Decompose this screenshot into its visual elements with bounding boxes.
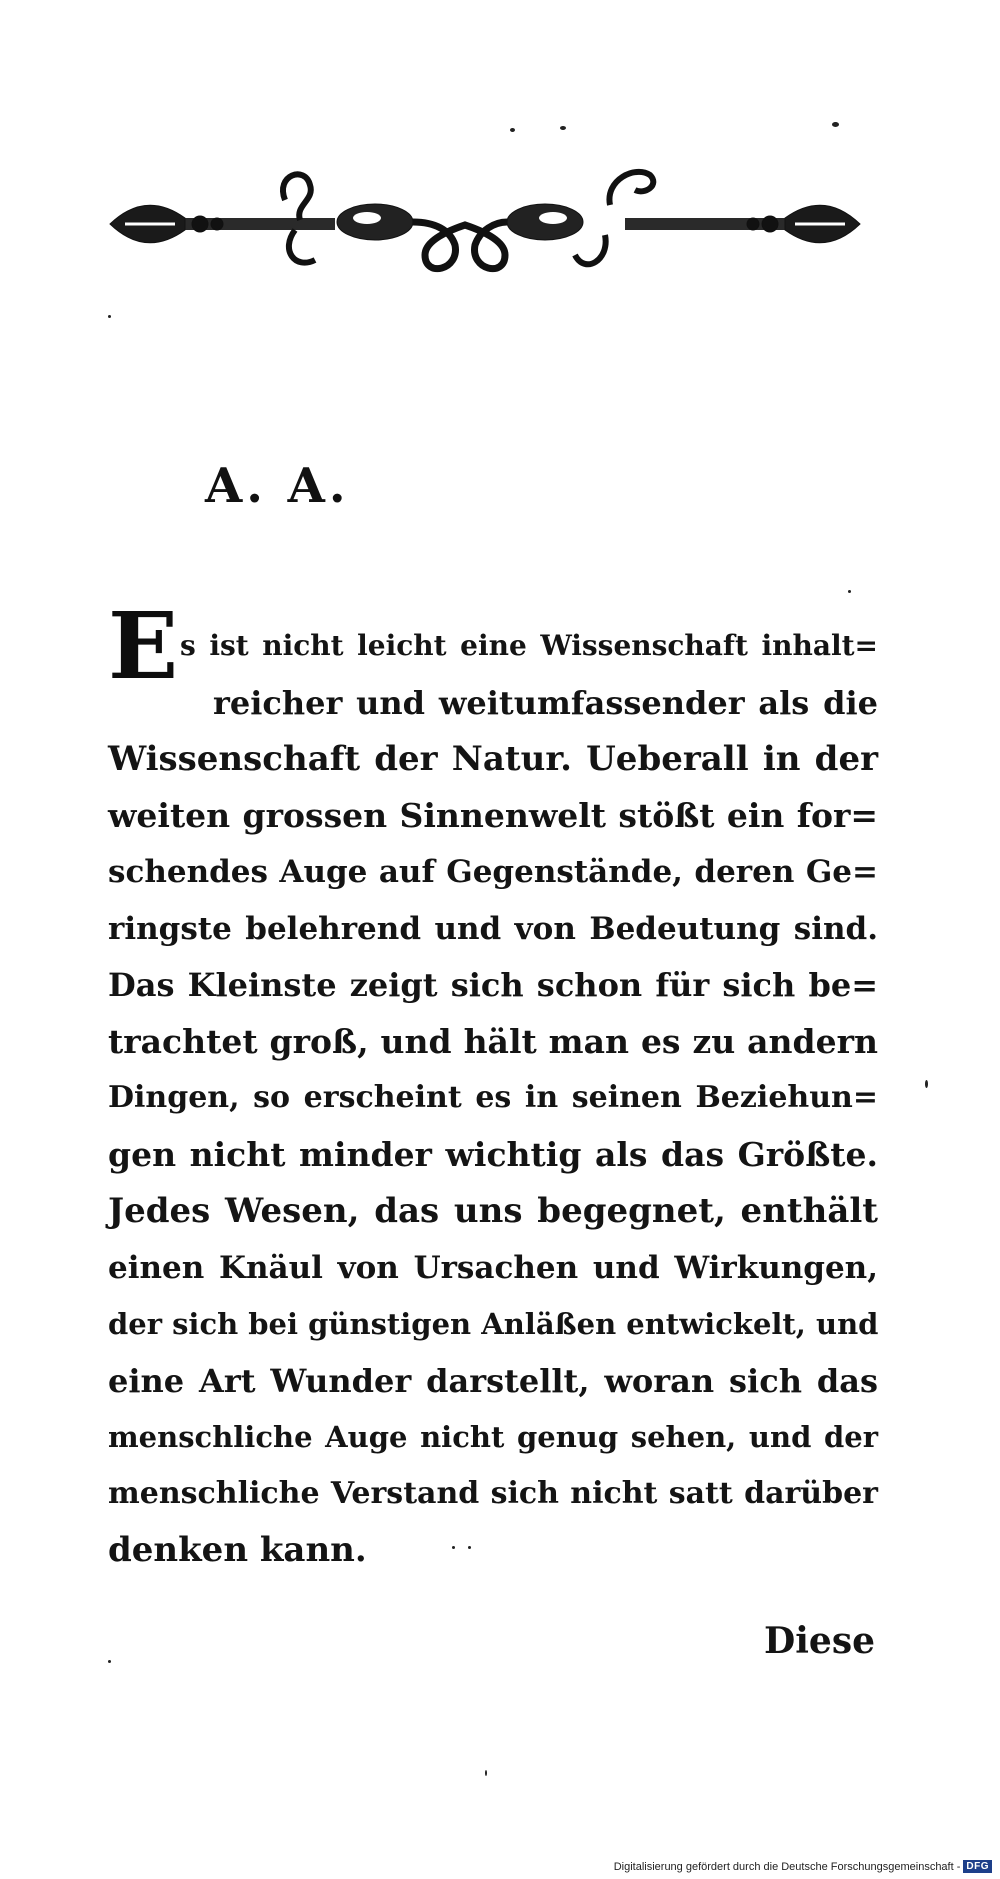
text-line: Das Kleinste zeigt sich schon für sich be=	[108, 966, 878, 1004]
text-line: menschliche Verstand sich nicht satt darüber	[108, 1475, 878, 1511]
text-line: reicher und weitumfassender als die	[213, 683, 878, 722]
ornament-vignette	[105, 160, 865, 290]
paper-speck	[510, 128, 515, 132]
catchword: Diese	[764, 1620, 875, 1662]
text-line: denken kann.	[108, 1530, 367, 1570]
text-line: Dingen, so erscheint es in seinen Beziehun=	[108, 1080, 878, 1115]
drop-cap: E	[108, 592, 179, 700]
paper-speck	[560, 126, 566, 130]
text-line: gen nicht minder wichtig als das Größte.	[108, 1134, 878, 1174]
digitization-footer	[614, 1860, 992, 1873]
paper-speck	[832, 122, 839, 127]
paper-speck	[108, 315, 111, 318]
text-line: schendes Auge auf Gegenstände, deren Ge=	[108, 854, 878, 890]
text-line: der sich bei günstigen Anläßen entwickelt, und	[108, 1307, 879, 1341]
text-line: s ist nicht leicht eine Wissenschaft inhalt=	[180, 629, 878, 662]
text-line: ringste belehrend und von Bedeutung sind.	[108, 910, 878, 947]
text-line: weiten grossen Sinnenwelt stößt ein for=	[108, 795, 878, 835]
text-line: Jedes Wesen, das uns begegnet, enthält	[108, 1191, 878, 1231]
text-line: eine Art Wunder darstellt, woran sich das	[108, 1361, 878, 1400]
text-line: trachtet groß, und hält man es zu andern	[108, 1021, 878, 1061]
chapter-heading: A. A.	[205, 458, 350, 514]
text-line: menschliche Auge nicht genug sehen, und der	[108, 1420, 878, 1454]
dfg-logo: DFG	[963, 1860, 992, 1873]
paper-speck	[848, 590, 851, 593]
paper-speck	[108, 1660, 111, 1663]
footer-text: Digitalisierung gefördert durch die Deutsche Forschungsgemeinschaft -	[613, 1860, 961, 1873]
paper-speck	[925, 1080, 928, 1088]
paper-speck	[485, 1770, 487, 1776]
body-paragraph	[108, 618, 878, 1579]
text-line: Wissenschaft der Natur. Ueberall in der	[108, 739, 878, 779]
text-line: einen Knäul von Ursachen und Wirkungen,	[108, 1249, 878, 1286]
